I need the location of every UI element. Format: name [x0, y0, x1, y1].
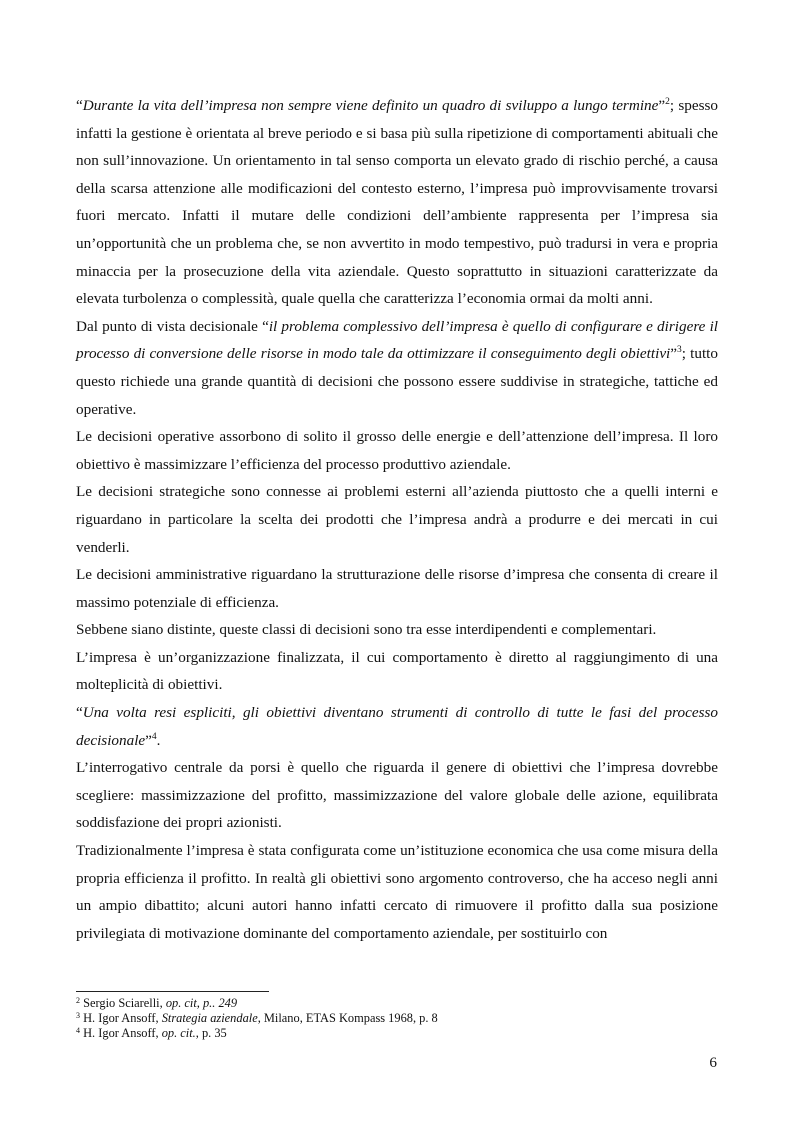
paragraph-5 — [76, 561, 718, 616]
footnote-divider — [76, 991, 269, 992]
footnote-marker: 3 — [76, 1011, 80, 1021]
footnote-3 — [76, 1011, 718, 1026]
footnote-4 — [76, 1026, 718, 1041]
page-number: 6 — [709, 1054, 717, 1071]
paragraph-9 — [76, 754, 718, 837]
body-text — [76, 92, 718, 947]
italic-text: op. cit, p.. 249 — [165, 996, 238, 1010]
text-run: Sebbene siano distinte, queste classi di decisioni sono tra esse interdipendenti e complementari. — [76, 621, 657, 639]
text-run: ; tutto questo richiede una grande quantità di decisioni che possono essere suddivise in strategiche, tattiche ed operative. — [76, 345, 718, 418]
paragraph-4 — [76, 478, 718, 561]
text-run: Sergio Sciarelli, — [80, 996, 166, 1010]
footnote-marker: 3 — [677, 345, 682, 356]
italic-text: Una volta resi espliciti, gli obiettivi diventano strumenti di controllo di tutte le fasi del processo decisionale — [76, 704, 718, 749]
text-run: Dal punto di vista decisionale “ — [76, 317, 269, 335]
text-run: ; spesso infatti la gestione è orientata al breve periodo e si basa più sulla ripetizione di comportamenti abituali che non sull’innovazione. Un orientamento in tal senso comporta un elevato grado di rischio perché, a causa della scarsa attenzione alle modificazioni del contesto esterno, l’impresa può improvvisamente trovarsi fuori mercato. Infatti il mutare delle condizioni dell’ambiente rappresenta per l’impresa sia un’opportunità che un problema che, se non avvertito in modo tempestivo, può tradursi in vera e propria minaccia per la prosecuzione della vita aziendale. Questo soprattutto in situazioni caratterizzate da elevata turbolenza o complessità, quale quella che caratterizza l’economia ormai da molti anni. — [76, 97, 718, 308]
text-run: Le decisioni operative assorbono di solito il grosso delle energie e dell’attenzione dell’impresa. Il loro obiettivo è massimizzare l’efficienza del processo produttivo aziendale. — [76, 428, 718, 473]
text-run: “ — [76, 97, 83, 114]
footnote-marker: 2 — [665, 97, 670, 107]
text-run: L’interrogativo centrale da porsi è quello che riguarda il genere di obiettivi che l’impresa dovrebbe scegliere: massimizzazione del profitto, massimizzazione del valore globale delle azione, equilibrata soddisfazione dei propri azionisti. — [76, 759, 718, 832]
paragraph-7 — [76, 644, 718, 699]
paragraph-8 — [76, 699, 718, 754]
footnotes — [76, 996, 718, 1042]
text-run: Tradizionalmente l’impresa è stata configurata come un’istituzione economica che usa come misura della propria efficienza il profitto. In realtà gli obiettivi sono argomento controverso, che ha acceso negli anni un ampio dibattito; alcuni autori hanno infatti cercato di rimuovere il profitto dalla sua posizione privilegiata di motivazione dominante del comportamento aziendale, per sostituirlo con — [76, 842, 718, 942]
footnote-2 — [76, 996, 718, 1011]
footnote-marker: 4 — [76, 1026, 80, 1036]
text-run: ” — [658, 97, 666, 114]
text-run: “ — [76, 704, 83, 722]
italic-text: il problema complessivo dell’impresa è quello di configurare e dirigere il processo di conversione delle risorse in modo tale da ottimizzare il conseguimento degli obiettivi — [76, 317, 719, 363]
text-run: H. Igor Ansoff, — [80, 1026, 162, 1041]
italic-text: Strategia aziendale — [161, 1011, 258, 1026]
paragraph-2 — [76, 313, 718, 423]
footnote-marker: 2 — [76, 996, 80, 1005]
italic-text: op. cit. — [161, 1026, 196, 1041]
paragraph-3 — [76, 423, 718, 478]
italic-text: Durante la vita dell’impresa non sempre viene definito un quadro di sviluppo a lungo termine — [82, 97, 659, 114]
text-run: ” — [145, 731, 152, 749]
text-run: . — [156, 731, 161, 749]
text-run: H. Igor Ansoff, — [80, 1011, 162, 1026]
text-run: Le decisioni amministrative riguardano la strutturazione delle risorse d’impresa che consenta di creare il massimo potenziale di efficienza. — [76, 566, 718, 611]
footnote-marker: 4 — [151, 731, 157, 742]
paragraph-6 — [76, 616, 718, 644]
paragraph-10 — [76, 837, 718, 947]
text-run: , Milano, ETAS Kompass 1968, p. 8 — [257, 1011, 438, 1026]
text-run: , p. 35 — [195, 1026, 227, 1041]
text-run: L’impresa è un’organizzazione finalizzata, il cui comportamento è diretto al raggiungimento di una molteplicità di obiettivi. — [76, 648, 718, 694]
text-run: Le decisioni strategiche sono connesse ai problemi esterni all’azienda piuttosto che a quelli interni e riguardano in particolare la scelta dei prodotti che l’impresa andrà a produrre e dei mercati in cui venderli. — [76, 483, 718, 556]
text-run: ” — [670, 345, 678, 363]
paragraph-1 — [76, 92, 718, 313]
